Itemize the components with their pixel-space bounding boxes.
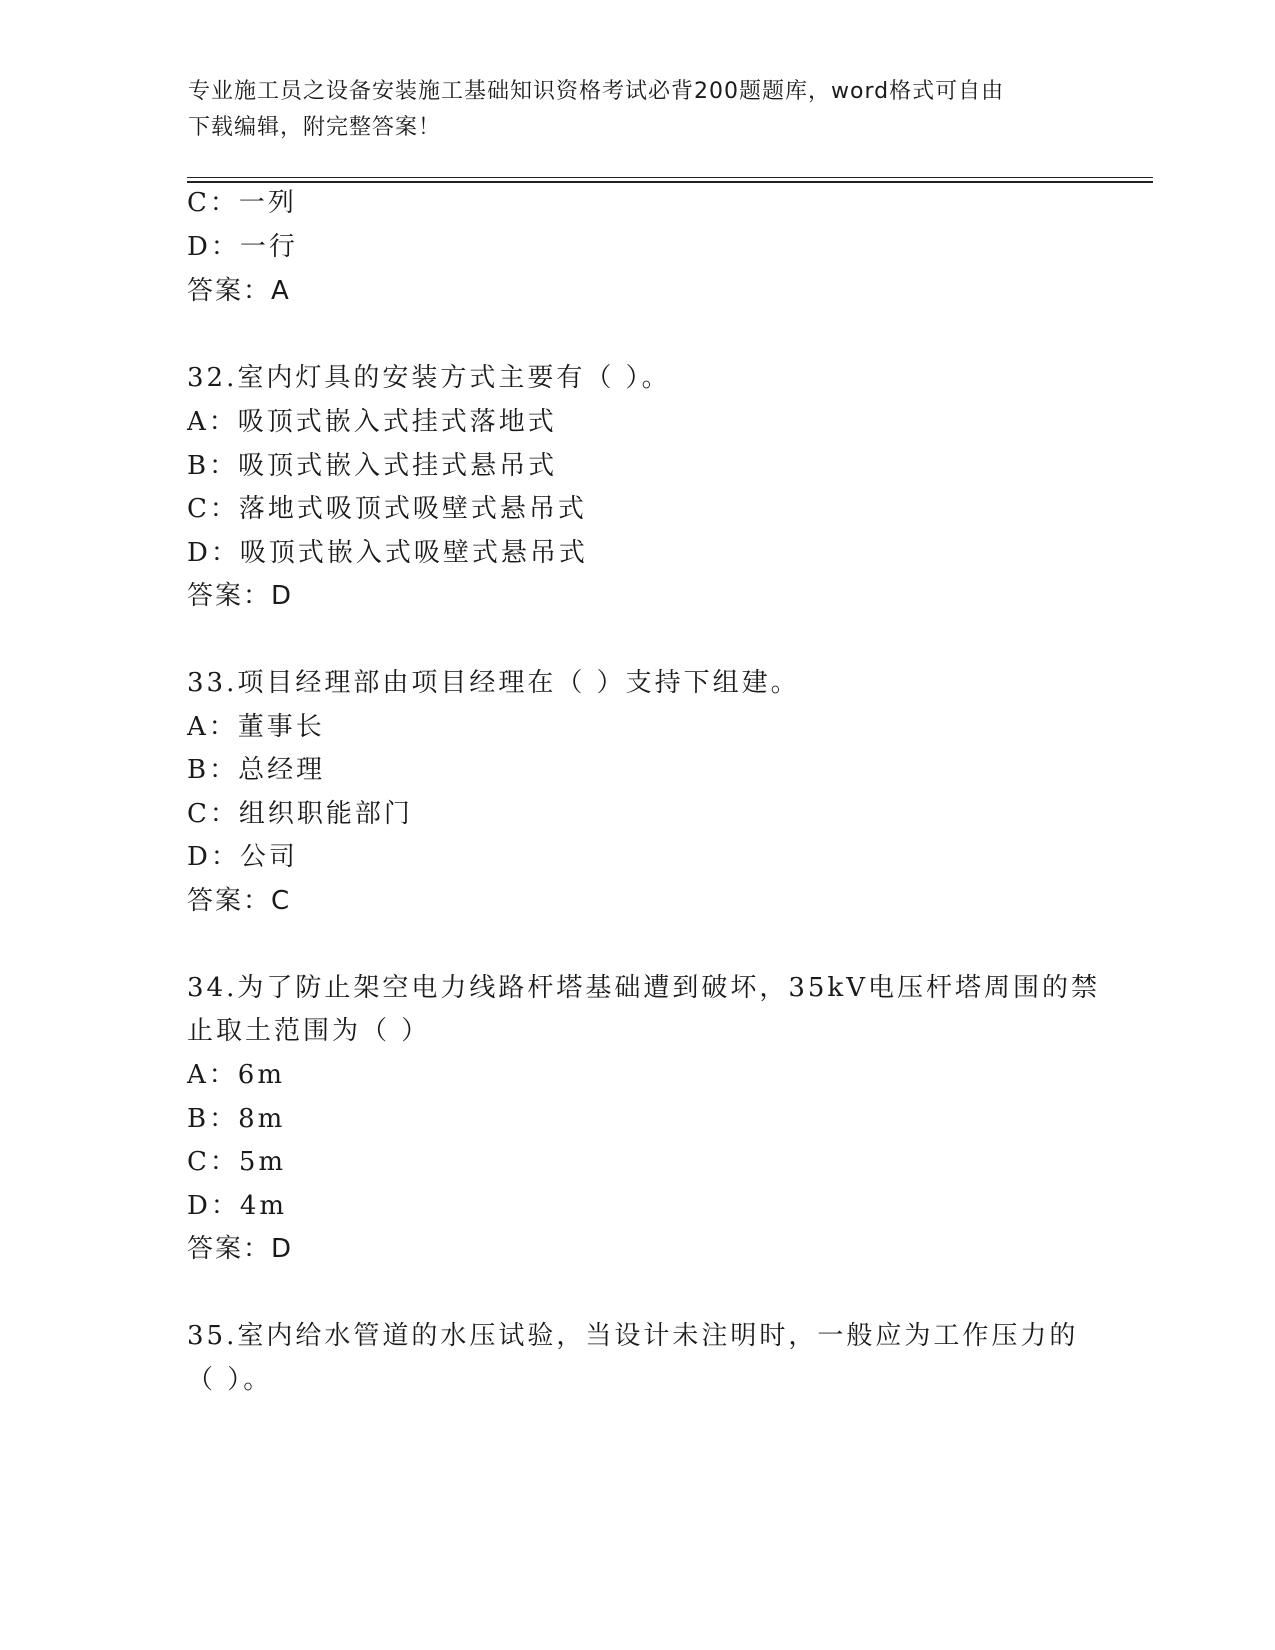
- document-header: [188, 74, 1068, 146]
- q33-option-d: D：公司: [187, 842, 298, 872]
- q34-option-d: D：4m: [187, 1191, 288, 1221]
- q31-option-d: D：一行: [187, 232, 298, 262]
- q31-answer: 答案：A: [187, 276, 291, 306]
- q33-option-b: B：总经理: [187, 755, 326, 785]
- q34-stem-line-2: 止取土范围为（ ）: [187, 1016, 431, 1046]
- header-rule-thin: [187, 177, 1153, 178]
- q32-option-a: A：吸顶式嵌入式挂式落地式: [187, 407, 557, 437]
- q34-option-a: A：6m: [187, 1060, 285, 1090]
- q32-option-d: D：吸顶式嵌入式吸壁式悬吊式: [187, 538, 588, 568]
- q34-answer: 答案：D: [187, 1234, 294, 1264]
- header-title-line-1: 专业施工员之设备安装施工基础知识资格考试必背200题题库，word格式可自由: [188, 79, 1005, 104]
- q33-stem: 33.项目经理部由项目经理在（ ）支持下组建。: [187, 668, 800, 698]
- q32-answer: 答案：D: [187, 581, 294, 611]
- q34-stem-line-1: 34.为了防止架空电力线路杆塔基础遭到破坏，35kV电压杆塔周围的禁: [187, 973, 1100, 1003]
- header-title-line-2: 下载编辑，附完整答案！: [188, 115, 442, 140]
- q35-stem-line-2: （ ）。: [187, 1365, 273, 1395]
- q34-option-b: B：8m: [187, 1104, 286, 1134]
- q33-answer: 答案：C: [187, 886, 292, 916]
- q34-option-c: C：5m: [187, 1147, 287, 1177]
- q31-option-c: C：一列: [187, 188, 297, 218]
- header-rule-thick: [187, 181, 1153, 183]
- q33-option-a: A：董事长: [187, 712, 325, 742]
- q32-option-b: B：吸顶式嵌入式挂式悬吊式: [187, 451, 558, 481]
- q32-stem: 32.室内灯具的安装方式主要有（ ）。: [187, 363, 671, 393]
- q33-option-c: C：组织职能部门: [187, 799, 413, 829]
- q32-option-c: C：落地式吸顶式吸壁式悬吊式: [187, 494, 587, 524]
- q35-stem-line-1: 35.室内给水管道的水压试验，当设计未注明时，一般应为工作压力的: [187, 1321, 1079, 1351]
